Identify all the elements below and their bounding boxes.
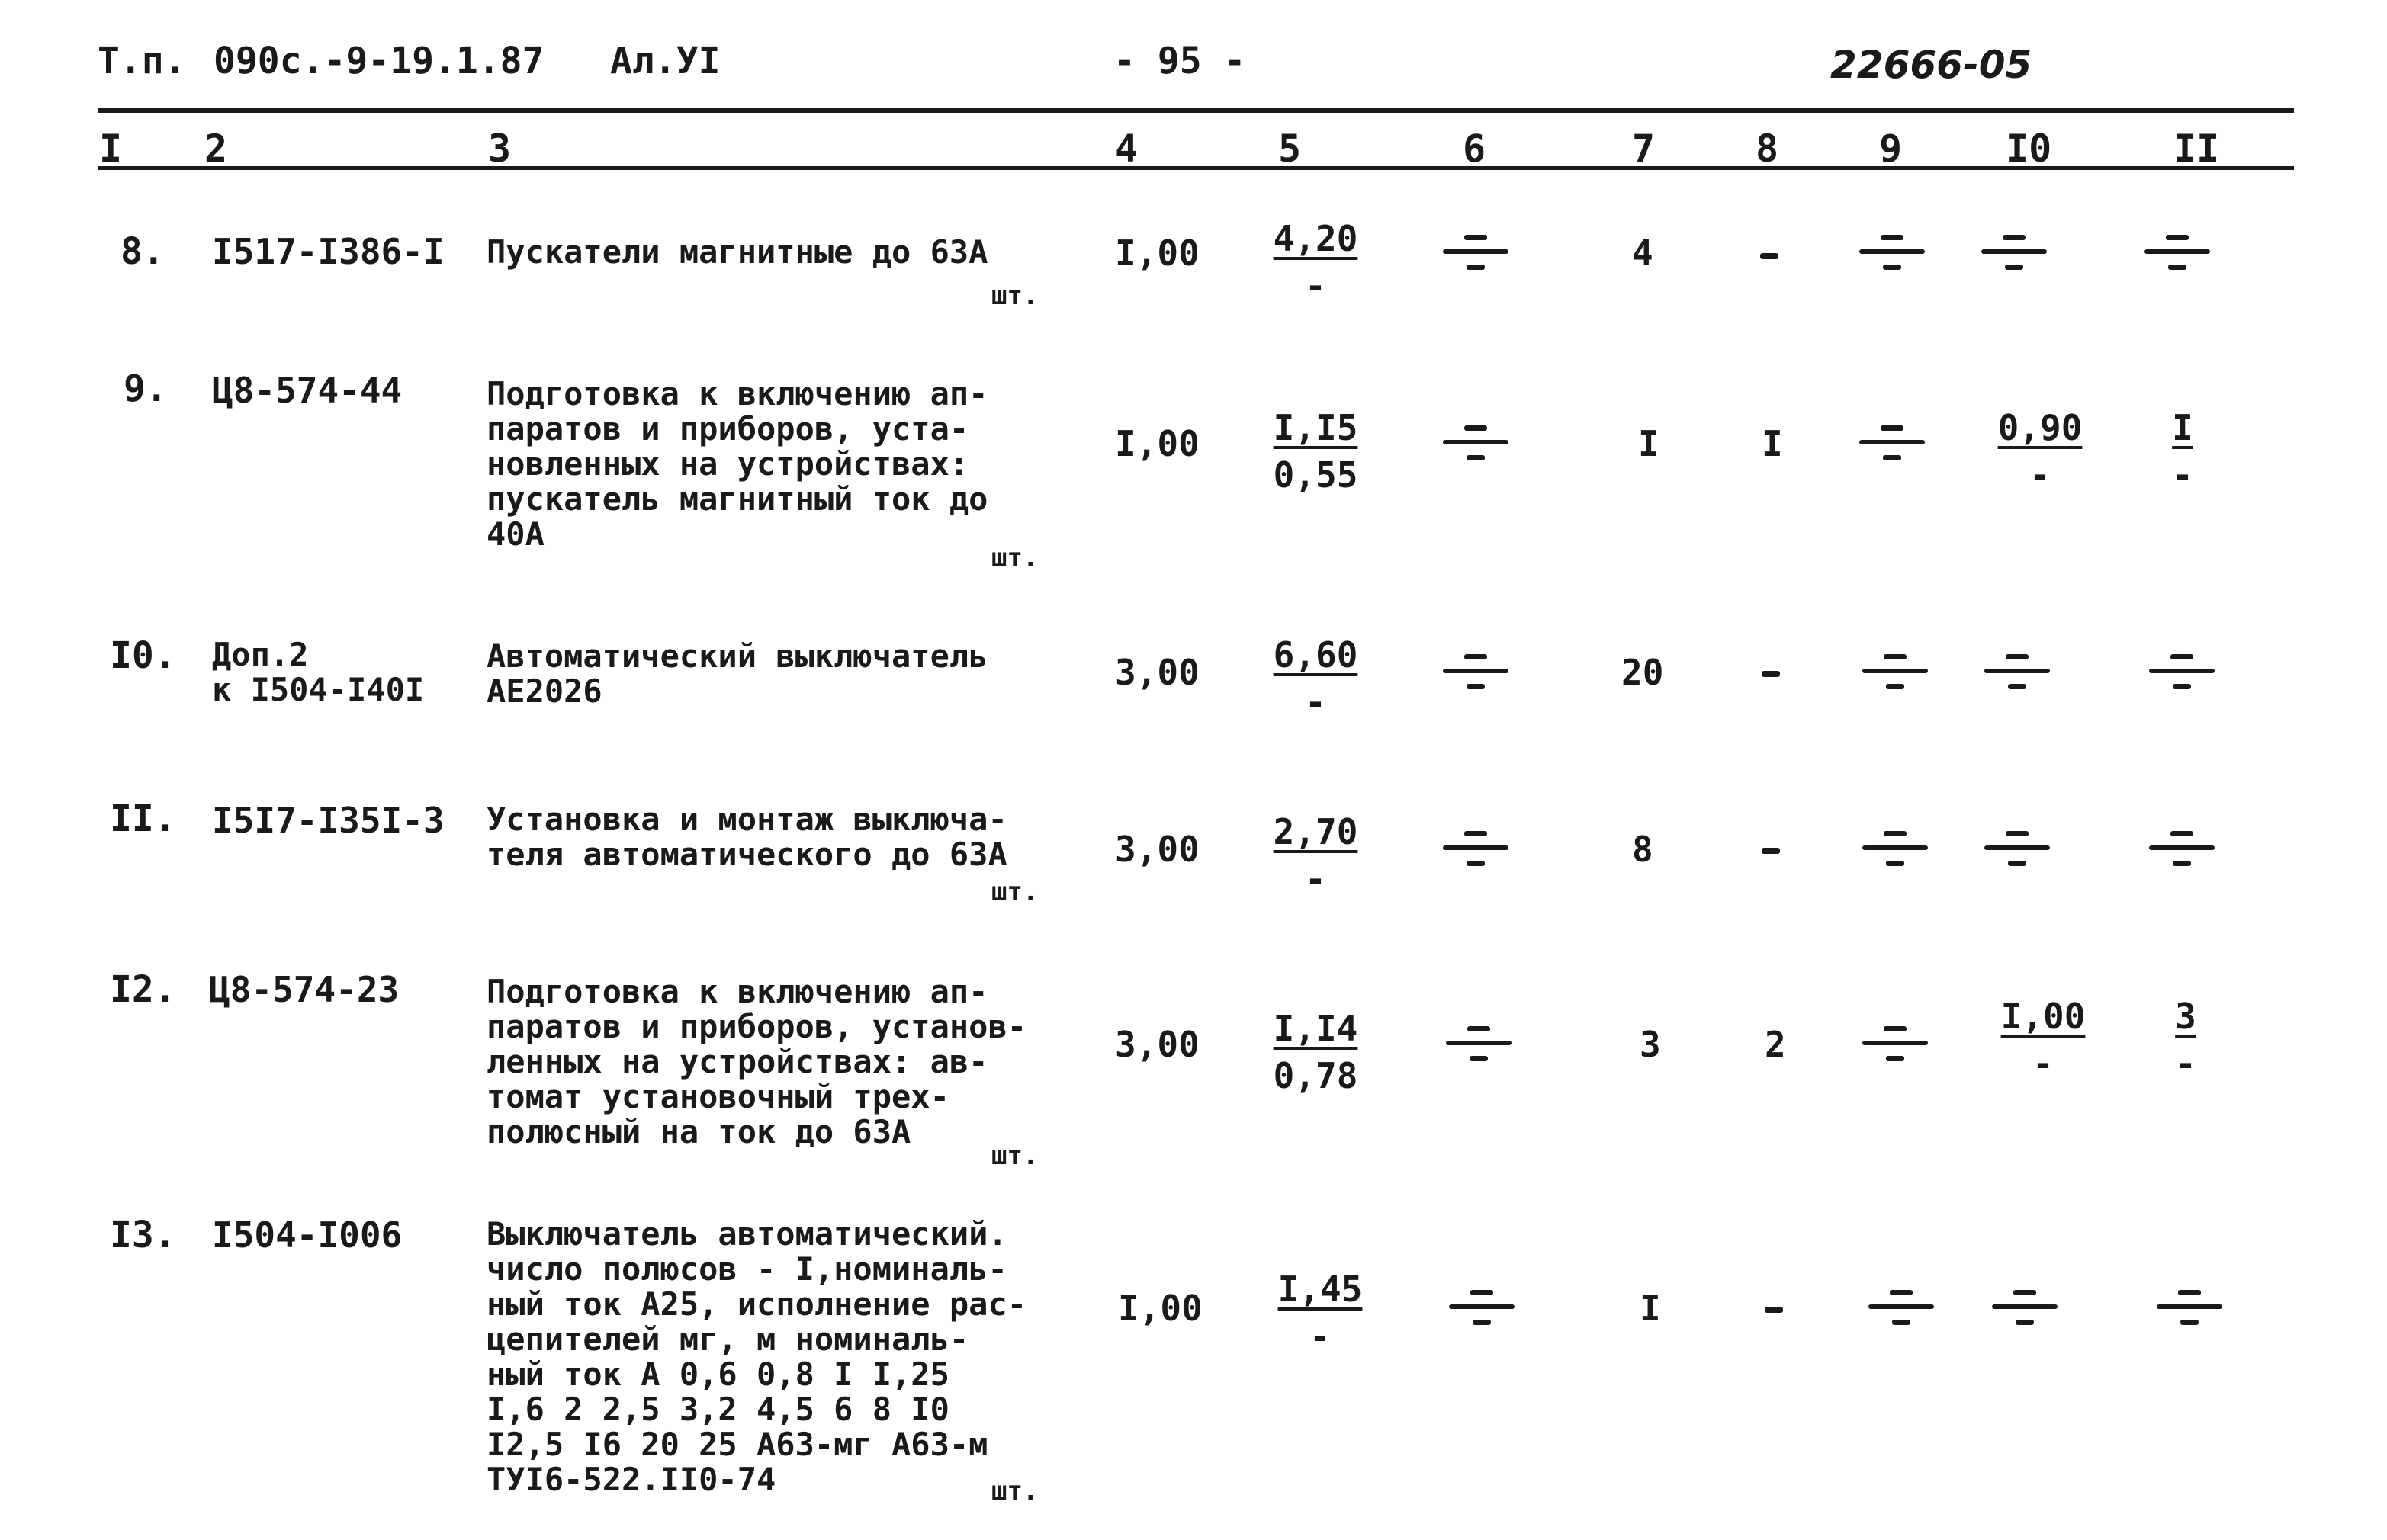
project-code: 090с.-9-19.1.87: [214, 40, 545, 82]
empty-fraction-mark: [1980, 229, 2048, 274]
col10-top: 0,90: [1997, 407, 2083, 448]
empty-fraction-mark: [1858, 229, 1926, 274]
col10-top: I,00: [2000, 996, 2086, 1037]
col11-top: 3: [2175, 996, 2196, 1037]
quantity: 3,00: [1115, 829, 1200, 870]
empty-fraction-mark: [1990, 1284, 2059, 1330]
row-number: 8.: [120, 230, 165, 273]
unit-cost-top: 2,70: [1273, 811, 1358, 852]
col8-dash: [1762, 848, 1780, 854]
unit-cost-fraction: [1266, 811, 1365, 900]
empty-fraction-mark: [2155, 1284, 2224, 1330]
row-number: I0.: [110, 634, 176, 677]
empty-fraction-mark: [1861, 1020, 1929, 1066]
column-number-2: 2: [204, 127, 228, 171]
col7-value: 3: [1640, 1024, 1661, 1065]
col7-value: 20: [1621, 652, 1664, 693]
col7-value: 4: [1632, 233, 1653, 274]
quantity: 3,00: [1115, 652, 1200, 693]
album-label: Ал.УI: [610, 40, 721, 82]
norm-code: I504-I006: [212, 1214, 403, 1256]
unit-cost-top: 4,20: [1273, 218, 1358, 259]
quantity: I,00: [1118, 1288, 1203, 1329]
column-number-6: 6: [1463, 127, 1486, 171]
col10-bottom: -: [2029, 454, 2051, 496]
unit-label: шт.: [991, 1141, 1039, 1171]
col7-value: 8: [1632, 829, 1653, 870]
work-description: Установка и монтаж выключа- теля автоматического до 63А: [487, 800, 1007, 873]
work-description: Выключатель автоматический. число полюсов - I,номиналь- ный ток А25, исполнение рас- цепителей мг, м номиналь- ный ток А 0,6 0,8 I I,25 I,6 2 2,5 3,2 4,5 6 8 I0 I2,5 I6 20 25 А63-мг А63-м ТУI6-522.II0-74: [487, 1215, 1027, 1498]
work-description: Автоматический выключатель АЕ2026: [487, 637, 988, 710]
column-number-1: I: [99, 127, 123, 171]
empty-fraction-mark: [1861, 825, 1929, 871]
norm-code: Ц8-574-23: [209, 969, 400, 1010]
col8-value: 2: [1765, 1024, 1786, 1065]
empty-fraction-mark: [2148, 825, 2216, 871]
unit-cost-fraction: [1266, 634, 1365, 723]
empty-fraction-mark: [1867, 1284, 1936, 1330]
unit-cost-fraction: [1271, 1269, 1370, 1357]
col11-bottom-dash: -: [2175, 1043, 2196, 1084]
unit-cost-bottom: -: [1305, 682, 1326, 723]
col8-dash: [1765, 1307, 1783, 1313]
col10-fraction: [1993, 996, 2093, 1084]
quantity: 3,00: [1115, 1024, 1200, 1065]
empty-fraction-mark: [1441, 648, 1510, 694]
col8-dash: [1762, 671, 1780, 677]
column-number-8: 8: [1756, 127, 1779, 171]
col8-dash: [1760, 253, 1778, 259]
col8-value: I: [1762, 423, 1783, 464]
column-number-7: 7: [1632, 127, 1656, 171]
empty-fraction-mark: [1441, 825, 1510, 871]
norm-code: I5I7-I35I-3: [212, 800, 445, 841]
row-number: II.: [110, 797, 176, 840]
empty-fraction-mark: [2143, 229, 2212, 274]
col10-bottom: -: [2032, 1043, 2054, 1084]
empty-fraction-mark: [1858, 419, 1926, 465]
work-description: Подготовка к включению ап- паратов и приборов, уста- новленных на устройствах: пускатель магнитный ток до 40А: [487, 375, 988, 553]
col11-fraction: [2155, 996, 2216, 1084]
work-description: Подготовка к включению ап- паратов и приборов, установ- ленных на устройствах: ав- томат установочный трех- полюсный на ток до 63А: [487, 973, 1027, 1150]
unit-label: шт.: [991, 1476, 1039, 1506]
series-label: Т.п.: [98, 40, 186, 82]
empty-fraction-mark: [1983, 648, 2051, 694]
norm-code: I517-I386-I: [212, 231, 445, 272]
norm-code: Ц8-574-44: [212, 370, 403, 411]
column-number-5: 5: [1278, 127, 1302, 171]
document-number: 22666-05: [1830, 43, 2032, 87]
header-top-rule: [98, 108, 2294, 113]
unit-cost-bottom: 0,78: [1273, 1055, 1358, 1096]
column-number-10: I0: [2006, 127, 2052, 171]
empty-fraction-mark: [1983, 825, 2051, 871]
quantity: I,00: [1115, 423, 1200, 464]
header-bottom-rule: [98, 166, 2294, 170]
column-number-4: 4: [1115, 127, 1139, 171]
column-number-3: 3: [488, 127, 512, 171]
quantity: I,00: [1115, 233, 1200, 274]
unit-label: шт.: [991, 281, 1039, 311]
col11-bottom-dash: -: [2172, 454, 2193, 496]
unit-cost-top: 6,60: [1273, 634, 1358, 675]
unit-cost-top: I,I4: [1273, 1008, 1358, 1049]
unit-cost-top: I,45: [1277, 1269, 1363, 1310]
empty-fraction-mark: [2148, 648, 2216, 694]
page-number: - 95 -: [1113, 40, 1246, 82]
column-number-11: II: [2173, 127, 2220, 171]
empty-fraction-mark: [1861, 648, 1929, 694]
empty-fraction-mark: [1441, 229, 1510, 274]
empty-fraction-mark: [1441, 419, 1510, 465]
unit-cost-fraction: [1266, 218, 1365, 306]
norm-code: Доп.2 к I504-I40I: [212, 636, 425, 708]
empty-fraction-mark: [1444, 1020, 1513, 1066]
row-number: I3.: [110, 1214, 176, 1256]
unit-cost-top: I,I5: [1273, 407, 1358, 448]
unit-cost-bottom: 0,55: [1273, 454, 1358, 496]
unit-cost-fraction: [1266, 407, 1365, 496]
unit-cost-bottom: -: [1305, 858, 1326, 900]
unit-cost-bottom: -: [1305, 265, 1326, 306]
unit-cost-bottom: -: [1309, 1316, 1331, 1357]
unit-label: шт.: [991, 877, 1039, 907]
col7-value: I: [1640, 1288, 1661, 1329]
empty-fraction-mark: [1447, 1284, 1516, 1330]
col11-fraction: [2152, 407, 2213, 496]
col10-fraction: [1990, 407, 2090, 496]
unit-cost-fraction: [1266, 1008, 1365, 1096]
row-number: I2.: [110, 968, 176, 1011]
col7-value: I: [1638, 423, 1659, 464]
work-description: Пускатели магнитные до 63А: [487, 233, 988, 271]
row-number: 9.: [124, 367, 168, 410]
column-number-9: 9: [1879, 127, 1903, 171]
unit-label: шт.: [991, 543, 1039, 573]
col11-top: I: [2172, 407, 2193, 448]
